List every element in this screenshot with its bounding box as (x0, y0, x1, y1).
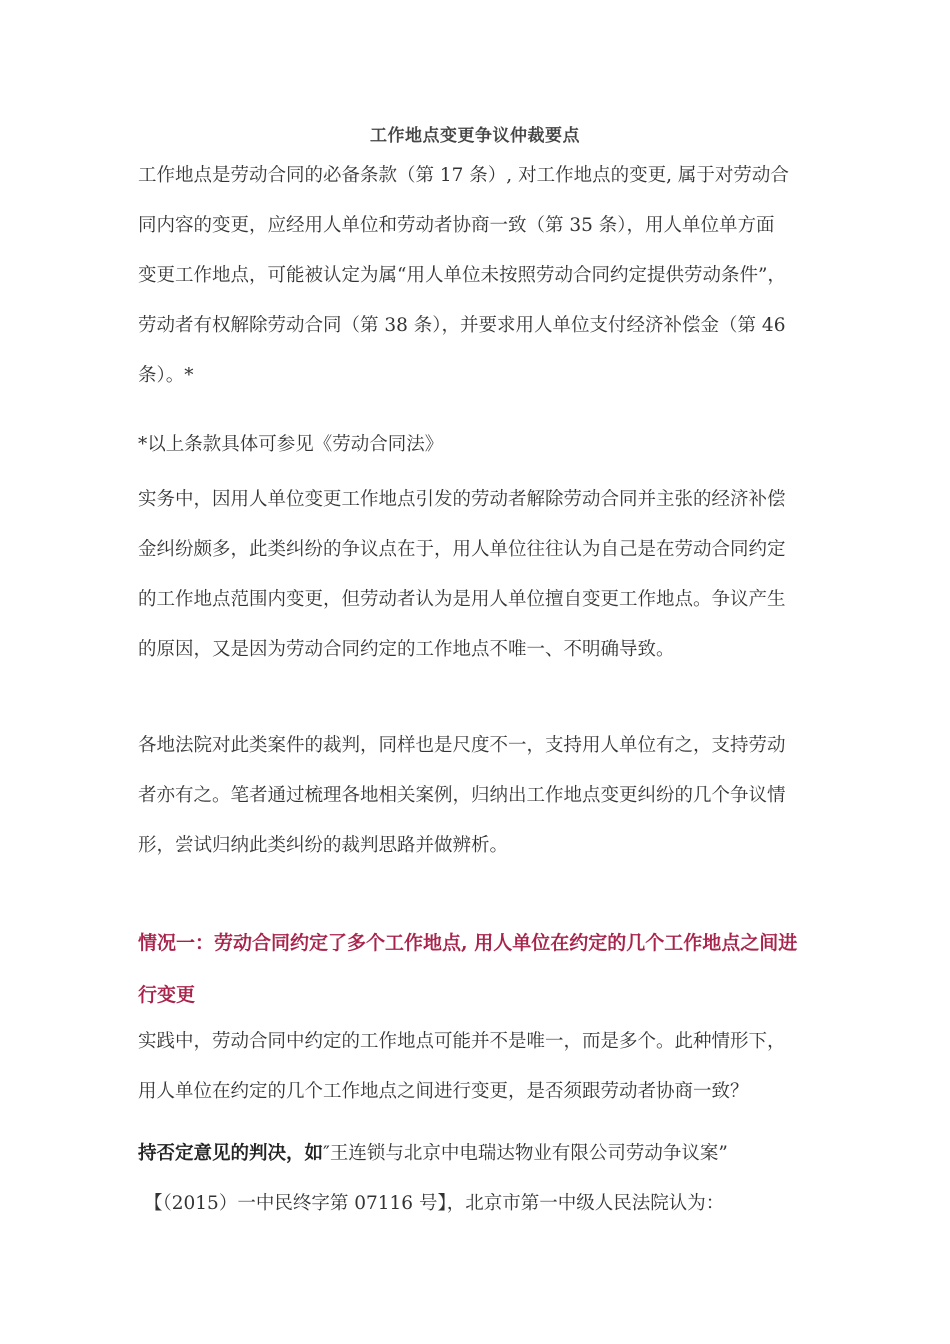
case-name: ″王连锁与北京中电瑞达物业有限公司劳动争议案” (323, 1143, 728, 1164)
text-line: 劳动者有权解除劳动合同（第 38 条），并要求用人单位支付经济补偿金（第 46 (138, 315, 786, 336)
text-line: 的原因，又是因为劳动合同约定的工作地点不唯一、不明确导致。 (138, 639, 675, 660)
paragraph-intro (138, 158, 818, 408)
text-line: 者亦有之。笔者通过梳理各地相关案例，归纳出工作地点变更纠纷的几个争议情 (138, 785, 786, 806)
paragraph-courts (138, 728, 818, 878)
text-line: 实践中，劳动合同中约定的工作地点可能并不是唯一，而是多个。此种情形下， (138, 1031, 786, 1052)
text-line: 变更工作地点，可能被认定为属“用人单位未按照劳动合同约定提供劳动条件”， (138, 265, 786, 286)
text-line: 条）。* (138, 365, 194, 386)
text-line: 各地法院对此类案件的裁判，同样也是尺度不一，支持用人单位有之，支持劳动 (138, 735, 786, 756)
text-line: 形，尝试归纳此类纠纷的裁判思路并做辨析。 (138, 835, 509, 856)
heading-line: 情况一：劳动合同约定了多个工作地点, 用人单位在约定的几个工作地点之间进 (138, 932, 798, 954)
text-line (138, 1136, 818, 1186)
paragraph-multiple-locations (138, 1024, 818, 1124)
document-title: 工作地点变更争议仲裁要点 (370, 126, 580, 146)
footnote (138, 427, 818, 477)
footnote-text: *以上条款具体可参见《劳动合同法》 (138, 434, 444, 455)
text-line: 实务中，因用人单位变更工作地点引发的劳动者解除劳动合同并主张的经济补偿 (138, 489, 786, 510)
text-line: 工作地点是劳动合同的必备条款（第 17 条）, 对工作地点的变更, 属于对劳动合 (138, 165, 789, 186)
case-lead-bold: 持否定意见的判决，如 (138, 1143, 324, 1164)
paragraph-case (138, 1136, 818, 1236)
text-line: 金纠纷颇多，此类纠纷的争议点在于，用人单位往往认为自己是在劳动合同约定 (138, 539, 786, 560)
case-citation: 【（2015）一中民终字第 07116 号】，北京市第一中级人民法院认为： (144, 1193, 725, 1214)
section-heading-1 (138, 925, 818, 1029)
text-line: 的工作地点范围内变更，但劳动者认为是用人单位擅自变更工作地点。争议产生 (138, 589, 786, 610)
paragraph-practice (138, 482, 818, 682)
text-line: 用人单位在约定的几个工作地点之间进行变更，是否须跟劳动者协商一致？ (138, 1081, 749, 1102)
text-line: 同内容的变更，应经用人单位和劳动者协商一致（第 35 条），用人单位单方面 (138, 215, 775, 236)
heading-line: 行变更 (138, 984, 196, 1006)
